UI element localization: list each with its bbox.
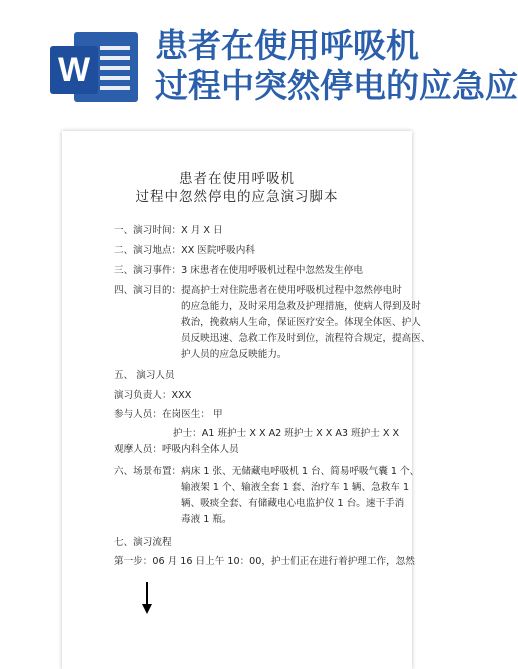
document-line: 毒液 1 瓶。: [181, 514, 232, 525]
document-title-line-1: 患者在使用呼吸机: [179, 171, 295, 187]
document-line: 三、演习事件：3 床患者在使用呼吸机过程中忽然发生停电: [114, 265, 363, 276]
document-line: 演习负责人：XXX: [114, 390, 192, 401]
banner-title-line-2: 过程中突然停电的应急应: [155, 66, 518, 105]
page-line: [100, 76, 130, 80]
page-line: [100, 56, 130, 60]
banner-title: [155, 26, 518, 106]
document-line: 护人员的应急反映能力。: [181, 349, 287, 360]
document-line: 护士：A1 班护士 X X A2 班护士 X X A3 班护士 X X: [173, 428, 400, 439]
document-line: 参与人员：在岗医生： 甲: [114, 409, 223, 420]
document-line: 五、 演习人员: [114, 370, 175, 381]
arrow-down-icon: [141, 582, 153, 614]
document-line: 输液架 1 个、输液全套 1 套、治疗车 1 辆、急救车 1: [181, 482, 410, 493]
word-document-icon: [50, 28, 142, 108]
document-line: 四、演习目的：提高护士对住院患者在使用呼吸机过程中忽然停电时: [114, 285, 402, 296]
page-line: [100, 86, 130, 90]
document-line: 二、演习地点：XX 医院呼吸内科: [114, 245, 255, 256]
page-line: [100, 46, 130, 50]
document-line: 的应急能力，及时采用急救及护理措施，使病人得到及时: [181, 301, 421, 312]
document-title-line-2: 过程中忽然停电的应急演习脚本: [135, 189, 339, 205]
document-line: 辆、吸痰全套、有储藏电心电监护仪 1 台。速干手消: [181, 498, 405, 509]
document-line: 观摩人员：呼吸内科全体人员: [114, 444, 239, 455]
document-line: 七、演习流程: [114, 537, 172, 548]
document-page: [62, 131, 431, 669]
banner-title-line-1: 患者在使用呼吸机: [155, 26, 419, 65]
word-logo-letter: W: [50, 46, 98, 94]
page-line: [100, 66, 130, 70]
document-line: 救治，挽救病人生命，保证医疗安全。体现全体医、护人: [181, 317, 421, 328]
document-banner: [0, 0, 518, 125]
document-line: 六、场景布置：病床 1 张、无储藏电呼吸机 1 台、简易呼吸气囊 1 个、: [114, 466, 420, 477]
document-line: 第一步：06 月 16 日上午 10：00，护士们正在进行着护理工作，忽然: [114, 556, 415, 567]
document-line: 员反映迅速、急救工作及时到位，流程符合规定，提高医、: [181, 333, 431, 344]
document-line: 一、演习时间：X 月 X 日: [114, 225, 223, 236]
